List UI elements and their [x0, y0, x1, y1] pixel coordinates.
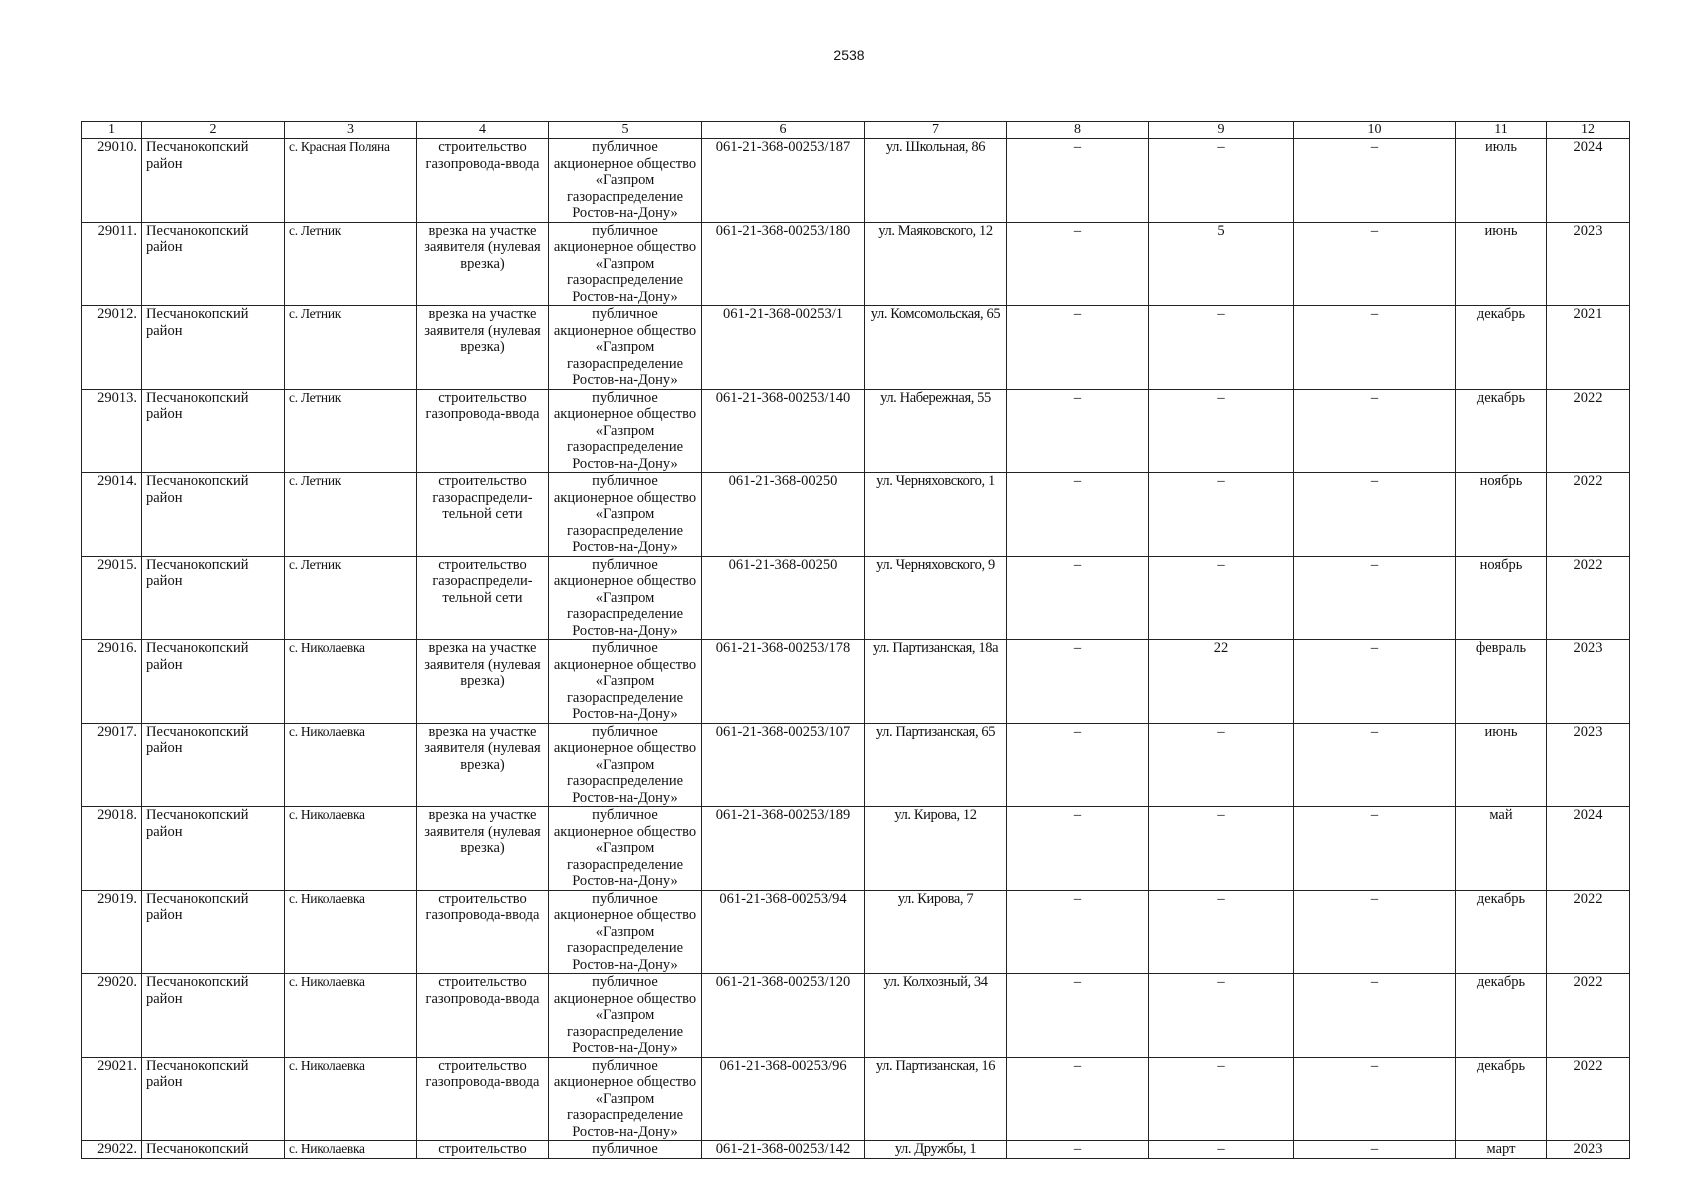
- address-cell: ул. Партизанская, 16: [865, 1057, 1007, 1141]
- column-header: 9: [1149, 122, 1294, 139]
- district-cell: Песчанокопский район: [142, 389, 285, 473]
- row-number: 29019.: [82, 890, 142, 974]
- column-9-cell: –: [1149, 974, 1294, 1058]
- column-8-cell: –: [1007, 640, 1149, 724]
- column-10-cell: –: [1294, 640, 1456, 724]
- column-header: 5: [549, 122, 702, 139]
- table-row: [82, 556, 1630, 640]
- column-8-cell: –: [1007, 473, 1149, 557]
- column-8-cell: –: [1007, 556, 1149, 640]
- organization-cell: публичное: [549, 1141, 702, 1159]
- code-cell: 061-21-368-00253/178: [702, 640, 865, 724]
- column-header: 6: [702, 122, 865, 139]
- column-header: 10: [1294, 122, 1456, 139]
- settlement-cell: с. Николаевка: [285, 974, 417, 1058]
- column-10-cell: –: [1294, 389, 1456, 473]
- column-10-cell: –: [1294, 1057, 1456, 1141]
- work-type-cell: строительство газораспредели-тельной сети: [417, 556, 549, 640]
- address-cell: ул. Кирова, 7: [865, 890, 1007, 974]
- month-cell: май: [1456, 807, 1547, 891]
- row-number: 29013.: [82, 389, 142, 473]
- address-cell: ул. Черняховского, 9: [865, 556, 1007, 640]
- page-number: 2538: [833, 47, 865, 63]
- address-cell: ул. Партизанская, 65: [865, 723, 1007, 807]
- month-cell: февраль: [1456, 640, 1547, 724]
- month-cell: ноябрь: [1456, 556, 1547, 640]
- address-cell: ул. Школьная, 86: [865, 139, 1007, 223]
- month-cell: ноябрь: [1456, 473, 1547, 557]
- column-header: 1: [82, 122, 142, 139]
- year-cell: 2022: [1547, 974, 1630, 1058]
- organization-cell: публичное акционерное общество «Газпром газораспределение Ростов-на-Дону»: [549, 723, 702, 807]
- organization-cell: публичное акционерное общество «Газпром газораспределение Ростов-на-Дону»: [549, 1057, 702, 1141]
- row-number: 29018.: [82, 807, 142, 891]
- column-8-cell: –: [1007, 139, 1149, 223]
- year-cell: 2022: [1547, 389, 1630, 473]
- settlement-cell: с. Летник: [285, 306, 417, 390]
- column-10-cell: –: [1294, 556, 1456, 640]
- year-cell: 2023: [1547, 723, 1630, 807]
- code-cell: 061-21-368-00253/120: [702, 974, 865, 1058]
- column-9-cell: –: [1149, 1141, 1294, 1159]
- column-8-cell: –: [1007, 389, 1149, 473]
- district-cell: Песчанокопский район: [142, 640, 285, 724]
- settlement-cell: с. Николаевка: [285, 890, 417, 974]
- year-cell: 2023: [1547, 640, 1630, 724]
- year-cell: 2023: [1547, 222, 1630, 306]
- organization-cell: публичное акционерное общество «Газпром газораспределение Ростов-на-Дону»: [549, 890, 702, 974]
- column-10-cell: –: [1294, 807, 1456, 891]
- column-9-cell: 22: [1149, 640, 1294, 724]
- month-cell: декабрь: [1456, 389, 1547, 473]
- header-row: [82, 122, 1630, 139]
- work-type-cell: врезка на участке заявителя (нулевая врезка): [417, 306, 549, 390]
- column-8-cell: –: [1007, 1141, 1149, 1159]
- row-number: 29020.: [82, 974, 142, 1058]
- settlement-cell: с. Летник: [285, 222, 417, 306]
- table-row: [82, 306, 1630, 390]
- district-cell: Песчанокопский: [142, 1141, 285, 1159]
- year-cell: 2021: [1547, 306, 1630, 390]
- table-row: [82, 389, 1630, 473]
- row-number: 29015.: [82, 556, 142, 640]
- work-type-cell: строительство газораспредели-тельной сети: [417, 473, 549, 557]
- work-type-cell: строительство газопровода-ввода: [417, 1057, 549, 1141]
- settlement-cell: с. Летник: [285, 389, 417, 473]
- work-type-cell: строительство газопровода-ввода: [417, 890, 549, 974]
- district-cell: Песчанокопский район: [142, 306, 285, 390]
- column-10-cell: –: [1294, 974, 1456, 1058]
- row-number: 29022.: [82, 1141, 142, 1159]
- code-cell: 061-21-368-00253/107: [702, 723, 865, 807]
- district-cell: Песчанокопский район: [142, 974, 285, 1058]
- settlement-cell: с. Николаевка: [285, 807, 417, 891]
- column-9-cell: –: [1149, 389, 1294, 473]
- settlement-cell: с. Летник: [285, 556, 417, 640]
- work-type-cell: врезка на участке заявителя (нулевая врезка): [417, 723, 549, 807]
- district-cell: Песчанокопский район: [142, 807, 285, 891]
- district-cell: Песчанокопский район: [142, 222, 285, 306]
- code-cell: 061-21-368-00253/180: [702, 222, 865, 306]
- column-9-cell: –: [1149, 723, 1294, 807]
- address-cell: ул. Кирова, 12: [865, 807, 1007, 891]
- address-cell: ул. Черняховского, 1: [865, 473, 1007, 557]
- organization-cell: публичное акционерное общество «Газпром газораспределение Ростов-на-Дону»: [549, 640, 702, 724]
- address-cell: ул. Колхозный, 34: [865, 974, 1007, 1058]
- district-cell: Песчанокопский район: [142, 890, 285, 974]
- month-cell: июль: [1456, 139, 1547, 223]
- address-cell: ул. Маяковского, 12: [865, 222, 1007, 306]
- work-type-cell: строительство газопровода-ввода: [417, 389, 549, 473]
- column-8-cell: –: [1007, 306, 1149, 390]
- organization-cell: публичное акционерное общество «Газпром газораспределение Ростов-на-Дону»: [549, 473, 702, 557]
- year-cell: 2024: [1547, 139, 1630, 223]
- organization-cell: публичное акционерное общество «Газпром газораспределение Ростов-на-Дону»: [549, 556, 702, 640]
- year-cell: 2023: [1547, 1141, 1630, 1159]
- column-9-cell: –: [1149, 807, 1294, 891]
- work-type-cell: врезка на участке заявителя (нулевая врезка): [417, 807, 549, 891]
- year-cell: 2022: [1547, 473, 1630, 557]
- row-number: 29017.: [82, 723, 142, 807]
- row-number: 29011.: [82, 222, 142, 306]
- month-cell: декабрь: [1456, 306, 1547, 390]
- address-cell: ул. Партизанская, 18а: [865, 640, 1007, 724]
- gasification-register-table: [81, 121, 1630, 1159]
- column-8-cell: –: [1007, 222, 1149, 306]
- code-cell: 061-21-368-00250: [702, 473, 865, 557]
- column-8-cell: –: [1007, 723, 1149, 807]
- month-cell: декабрь: [1456, 890, 1547, 974]
- column-header: 2: [142, 122, 285, 139]
- work-type-cell: врезка на участке заявителя (нулевая врезка): [417, 222, 549, 306]
- row-number: 29010.: [82, 139, 142, 223]
- column-header: 7: [865, 122, 1007, 139]
- table-header: [82, 122, 1630, 139]
- year-cell: 2024: [1547, 807, 1630, 891]
- organization-cell: публичное акционерное общество «Газпром газораспределение Ростов-на-Дону»: [549, 139, 702, 223]
- column-9-cell: –: [1149, 306, 1294, 390]
- column-header: 12: [1547, 122, 1630, 139]
- settlement-cell: с. Летник: [285, 473, 417, 557]
- district-cell: Песчанокопский район: [142, 1057, 285, 1141]
- code-cell: 061-21-368-00253/187: [702, 139, 865, 223]
- settlement-cell: с. Николаевка: [285, 640, 417, 724]
- code-cell: 061-21-368-00253/96: [702, 1057, 865, 1141]
- code-cell: 061-21-368-00253/1: [702, 306, 865, 390]
- year-cell: 2022: [1547, 556, 1630, 640]
- district-cell: Песчанокопский район: [142, 139, 285, 223]
- table-row: [82, 640, 1630, 724]
- column-10-cell: –: [1294, 473, 1456, 557]
- column-10-cell: –: [1294, 890, 1456, 974]
- table-row: [82, 890, 1630, 974]
- code-cell: 061-21-368-00253/140: [702, 389, 865, 473]
- column-header: 3: [285, 122, 417, 139]
- work-type-cell: строительство: [417, 1141, 549, 1159]
- table-row: [82, 1141, 1630, 1159]
- organization-cell: публичное акционерное общество «Газпром газораспределение Ростов-на-Дону»: [549, 389, 702, 473]
- column-10-cell: –: [1294, 723, 1456, 807]
- month-cell: июнь: [1456, 222, 1547, 306]
- column-8-cell: –: [1007, 1057, 1149, 1141]
- work-type-cell: врезка на участке заявителя (нулевая врезка): [417, 640, 549, 724]
- organization-cell: публичное акционерное общество «Газпром газораспределение Ростов-на-Дону»: [549, 807, 702, 891]
- work-type-cell: строительство газопровода-ввода: [417, 139, 549, 223]
- district-cell: Песчанокопский район: [142, 723, 285, 807]
- row-number: 29016.: [82, 640, 142, 724]
- table-row: [82, 222, 1630, 306]
- column-9-cell: –: [1149, 1057, 1294, 1141]
- column-header: 11: [1456, 122, 1547, 139]
- year-cell: 2022: [1547, 890, 1630, 974]
- table-row: [82, 807, 1630, 891]
- column-header: 4: [417, 122, 549, 139]
- column-10-cell: –: [1294, 306, 1456, 390]
- row-number: 29012.: [82, 306, 142, 390]
- month-cell: март: [1456, 1141, 1547, 1159]
- organization-cell: публичное акционерное общество «Газпром газораспределение Ростов-на-Дону»: [549, 306, 702, 390]
- table-body: [82, 139, 1630, 1159]
- settlement-cell: с. Николаевка: [285, 1057, 417, 1141]
- column-header: 8: [1007, 122, 1149, 139]
- table-row: [82, 473, 1630, 557]
- column-8-cell: –: [1007, 807, 1149, 891]
- work-type-cell: строительство газопровода-ввода: [417, 974, 549, 1058]
- row-number: 29021.: [82, 1057, 142, 1141]
- month-cell: декабрь: [1456, 974, 1547, 1058]
- column-10-cell: –: [1294, 222, 1456, 306]
- code-cell: 061-21-368-00253/189: [702, 807, 865, 891]
- settlement-cell: с. Николаевка: [285, 1141, 417, 1159]
- column-9-cell: –: [1149, 556, 1294, 640]
- year-cell: 2022: [1547, 1057, 1630, 1141]
- settlement-cell: с. Николаевка: [285, 723, 417, 807]
- table-row: [82, 1057, 1630, 1141]
- organization-cell: публичное акционерное общество «Газпром газораспределение Ростов-на-Дону»: [549, 974, 702, 1058]
- table-row: [82, 974, 1630, 1058]
- column-9-cell: –: [1149, 890, 1294, 974]
- address-cell: ул. Дружбы, 1: [865, 1141, 1007, 1159]
- column-8-cell: –: [1007, 974, 1149, 1058]
- district-cell: Песчанокопский район: [142, 473, 285, 557]
- address-cell: ул. Набережная, 55: [865, 389, 1007, 473]
- address-cell: ул. Комсомольская, 65: [865, 306, 1007, 390]
- code-cell: 061-21-368-00253/94: [702, 890, 865, 974]
- column-10-cell: –: [1294, 139, 1456, 223]
- code-cell: 061-21-368-00250: [702, 556, 865, 640]
- column-9-cell: –: [1149, 139, 1294, 223]
- table-row: [82, 139, 1630, 223]
- code-cell: 061-21-368-00253/142: [702, 1141, 865, 1159]
- district-cell: Песчанокопский район: [142, 556, 285, 640]
- month-cell: декабрь: [1456, 1057, 1547, 1141]
- month-cell: июнь: [1456, 723, 1547, 807]
- row-number: 29014.: [82, 473, 142, 557]
- organization-cell: публичное акционерное общество «Газпром газораспределение Ростов-на-Дону»: [549, 222, 702, 306]
- column-9-cell: 5: [1149, 222, 1294, 306]
- column-8-cell: –: [1007, 890, 1149, 974]
- settlement-cell: с. Красная Поляна: [285, 139, 417, 223]
- table-row: [82, 723, 1630, 807]
- column-10-cell: –: [1294, 1141, 1456, 1159]
- column-9-cell: –: [1149, 473, 1294, 557]
